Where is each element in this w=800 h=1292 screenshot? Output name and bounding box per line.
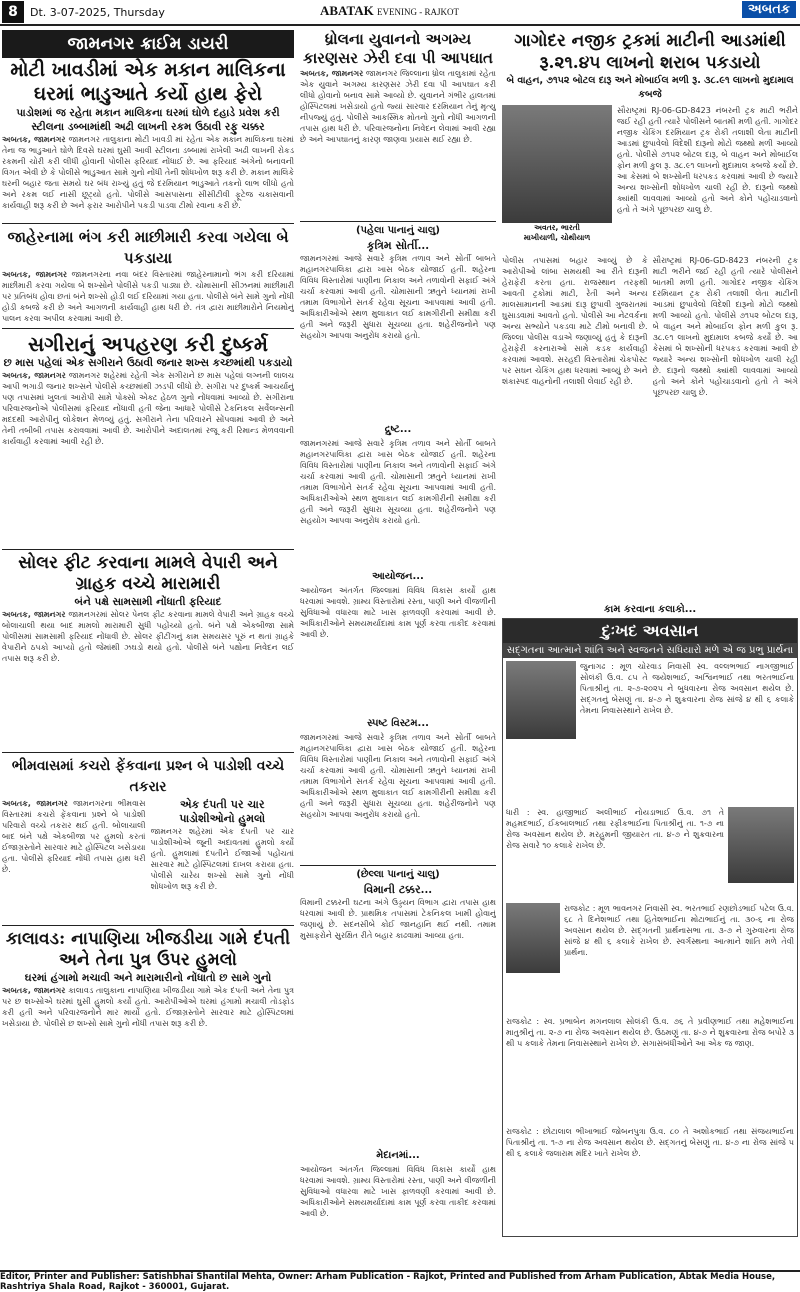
article-liquor-seizure [502,30,798,615]
article-body: જામનગરમાં આજે સવારે કૃત્રિમ તળાવ અને સોર્તી બાબતે મહાનગરપાલિકા દ્વારા ખાસ બેઠક યોજાઈ હતી. શહેરના વિવિધ વિસ્તારોમાં પાણીના નિકાલ અને તળાવોની સફાઈ અંગે ચર્ચા કરવામાં આવી હતી. ચોમાસાની ઋતુને ધ્યાનમાં રાખી તમામ વિભાગોને સતર્ક રહેવા સૂચના આપવામાં આવી હતી. અધિકારીઓએ સ્થળ મુલાકાત લઈ કામગીરીની સમીક્ષા કરી હતી અને જરૂરી સુધારા સૂચવ્યા હતા. શહેરીજનોને પણ સહયોગ આપવા અનુરોધ કરાયો હતો. [300,439,496,525]
article-headline: કાલાવડ: નાપાણિયા ખીજડીયા ગામે દંપતી અને તેના પુત્ર ઉપર હુમલો [5,929,291,970]
article-dateline: અબતક, જામનગર [2,610,66,619]
spot-head: સ્પષ્ટ વિસ્ટમ... [367,718,429,729]
article-body: જામનગરમાં આજે સવારે કૃત્રિમ તળાવ અને સોર્તી બાબતે મહાનગરપાલિકા દ્વારા ખાસ બેઠક યોજાઈ હતી. શહેરના વિવિધ વિસ્તારોમાં પાણીના નિકાલ અને તળાવોની સફાઈ અંગે ચર્ચા કરવામાં આવી હતી. ચોમાસાની ઋતુને ધ્યાનમાં રાખી તમામ વિભાગોને સતર્ક રહેવા સૂચના આપવામાં આવી હતી. અધિકારીઓએ સ્થળ મુલાકાત લઈ કામગીરીની સમીક્ષા કરી હતી અને જરૂરી સુધારા સૂચવ્યા હતા. શહેરીજનોને પણ સહયોગ આપવા અનુરોધ કરાયો હતો. [300,254,496,340]
article-continued-plane [300,869,496,1244]
article-body: વિમાની ટક્કરની ઘટના અંગે ઉડ્ડયન વિભાગ દ્વારા તપાસ હાથ ધરવામાં આવી છે. પ્રાથમિક તપાસમાં ટેકનિકલ ખામી હોવાનું જણાયું છે. સદનસીબે કોઈ જાનહાનિ થઈ નથી. તમામ મુસાફરોને સુરક્ષિત રીતે બહાર કાઢવામાં આવ્યા હતા. [300,898,496,940]
spot-head: દ્રુષ્ટ... [384,424,412,435]
masthead [320,3,459,19]
section-title: જામનગર ક્રાઈમ ડાયરી [2,30,294,58]
article-body: જામનગર તાલુકાના મોટી ખાવડી માં રહેતા એક મકાન માલિકના ઘરમાં તેના જ ભાડુઆતે ઘોળે દિવસે ઘરમાં ઘુસી આવી સ્ટીલના ડબ્બામાં રાખેલી અઢી લાખની રોકડ રકમની ચોરી કરી લીધી હોવાની પોલીસ ફરિયાદ નોંધાઈ છે. આ ફરિયાદ અંગેનો બનાવની વિગત એવી છે કે પોલીસે ભાડુઆત સામે ગુનો નોંધી તેની શોધખોળ શરૂ કરી છે. મકાન માલિકે ઘરની બહાર જતા સમયે ઘર બંધ રાખ્યું હતું જે દરમિયાન ભાડુઆતે તકનો લાભ લીધો હતો અને રકમ લઈ નાસી છૂટ્યો હતો. પોલીસે આસપાસના સીસીટીવી ફૂટેજ ચકાસવાની કાર્યવાહી શરૂ કરી છે અને ફરાર આરોપીને પકડી પાડવા ટીમો રવાના કરી છે. [2,135,294,210]
article-headline: મોટી ખાવડીમાં એક મકાન માલિકના ઘરમાં ભાડુઆતે કર્યો હાથ ફેરો [10,59,286,105]
article-body: જામનગર જિલ્લાના ધ્રોલ તાલુકામાં રહેતા એક યુવાને અગમ્ય કારણસર ઝેરી દવા પી આપઘાત કરી લીધો હોવાનો બનાવ સામે આવ્યો છે. યુવાનને ગંભીર હાલતમાં હોસ્પિટલમાં ખસેડાયો હતો જ્યાં સારવાર દરમિયાન તેનું મૃત્યુ નીપજ્યું હતું. પોલીસે આકસ્મિક મોતનો ગુનો નોંધી આગળની તપાસ હાથ ધરી છે. પરિવારજનોના નિવેદન લેવામાં આવી રહ્યા છે અને આપઘાતનું કારણ જાણવા પ્રયાસ થઈ રહ્યા છે. [300,69,496,144]
page-number: 8 [2,1,24,23]
article-headline: સોલર ફીટ કરવાના મામલે વેપારી અને ગ્રાહક વચ્ચે મારામારી [18,553,278,594]
article-body: જામનગરમાં આજે સવારે કૃત્રિમ તળાવ અને સોર્તી બાબતે મહાનગરપાલિકા દ્વારા ખાસ બેઠક યોજાઈ હતી. શહેરના વિવિધ વિસ્તારોમાં પાણીના નિકાલ અને તળાવોની સફાઈ અંગે ચર્ચા કરવામાં આવી હતી. ચોમાસાની ઋતુને ધ્યાનમાં રાખી તમામ વિભાગોને સતર્ક રહેવા સૂચના આપવામાં આવી હતી. અધિકારીઓએ સ્થળ મુલાકાત લઈ કામગીરીની સમીક્ષા કરી હતી અને જરૂરી સુધારા સૂચવ્યા હતા. શહેરીજનોને પણ સહયોગ આપવા અનુરોધ કરાયો હતો. [300,733,496,819]
article-subhead: ઘરમાં હંગામો મચાવી અને મારામારીનો નોંધાતો છ સામે ગુનો [24,972,272,984]
article-body: કાલાવડ તાલુકાના નાપાણિયા ખીજડીયા ગામે એક દંપતી અને તેના પુત્ર પર છ શખ્સોએ ઘરમાં ઘુસી હુમલો કર્યો હતો. આરોપીઓએ ઘરમાં હંગામો મચાવી તોડફોડ કરી હતી અને પરિવારજનોને માર માર્યો હતો. ઈજાગ્રસ્તોને સારવાર માટે હોસ્પિટલમાં ખસેડાયા છે. પોલીસે છ શખ્સો સામે ગુનો નોંધી તપાસ શરૂ કરી છે. [2,986,294,1028]
article-subhead: છ માસ પહેલાં એક સગીરાને ઉઠાવી જનાર શખ્સ કચ્છમાંથી પકડાયો [3,357,293,369]
article-subhead: બે વાહન, ૭૧૫૨ બોટલ દારૂ અને મોબાઈલ મળી રૂ. ૩૮.૯૧ લાખનો મુદામાલ કબજે [506,75,794,100]
article-subhead: કૃત્રિમ સોર્તી... [366,239,430,252]
obituary-photo [728,807,794,883]
article-kidnapping [2,332,294,546]
column-right [502,30,798,1266]
article-subhead: વિમાની ટક્કર... [363,883,433,896]
article-solar-fight [2,553,294,749]
accused-photo [502,105,612,223]
photo-caption-place: માખીયાળી, ચોથીયાળ [523,233,591,242]
column-middle [300,30,496,1266]
article-dateline: અબતક, જામનગર [2,986,66,995]
article-dateline: અબતક, જામનગર [2,371,66,380]
article-dateline: અબતક, જામનગર [2,270,68,279]
article-body: જામનગરના ભીમવાસ વિસ્તારમાં કચરો ફેંકવાના પ્રશ્ને બે પાડોશી પરિવારો વચ્ચે તકરાર થઈ હતી. બોલાચાલી બાદ બંને પક્ષે એકબીજા પર હુમલો કરતાં ઈજાગ્રસ્તોને સારવાર માટે હોસ્પિટલ ખસેડાયા હતા. પોલીસે ફરિયાદ નોંધી તપાસ હાથ ધરી છે. [2,799,146,874]
obituary-title: દુઃખદ અવસાન [503,619,797,643]
article-dhrol-suicide [300,30,496,218]
article-subhead: બંને પક્ષે સામસામી નોંધાતી ફરિયાદ [74,596,222,608]
article-body: આયોજન અંતર્ગત જિલ્લામાં વિવિધ વિકાસ કાર્યો હાથ ધરવામાં આવશે. ગ્રામ્ય વિસ્તારોમાં રસ્તા, પાણી અને વીજળીની સુવિધાઓ વધારવા માટે ખાસ ફાળવણી કરવામાં આવી છે. અધિકારીઓને સમયમર્યાદામાં કામ પૂર્ણ કરવા તાકીદ કરવામાં આવી છે. [300,1165,496,1218]
obituary-subtitle: સદ્ગતના આત્માને શાંતિ અને સ્વજનને સધિયારો મળે એ જ પ્રભુ પ્રાર્થના [503,643,797,658]
article-body: જામનગર શહેરમાં એક દંપતી પર ચાર પાડોશીઓએ જૂની અદાવતમાં હુમલો કર્યો હતો. હુમલામાં દંપતીને ઈજાઓ પહોંચતાં સારવાર માટે હોસ્પિટલમાં દાખલ કરાયા હતા. પોલીસે ચારેય શખ્સો સામે ગુનો નોંધી શોધખોળ શરૂ કરી છે. [150,827,294,891]
article-headline: ભીમવાસમાં કચરો ફેંકવાના પ્રશ્ન બે પાડોશી વચ્ચે તકરાર [11,758,285,795]
masthead-edition: EVENING - RAJKOT [376,7,459,17]
article-body: સૌરાષ્ટ્રમાં RJ-06-GD-8423 નંબરની ટ્રક માટી ભરીને જઈ રહી હતી ત્યારે પોલીસને બાતમી મળી હતી. ગાગોદર નજીક ચેકિંગ દરમિયાન ટ્રક રોકી તલાશી લેતા માટીની આડમાં છુપાવેલો વિદેશી દારૂનો મોટો જથ્થો મળી આવ્યો હતો. પોલીસે ૭૧૫૨ બોટલ દારૂ, બે વાહન અને મોબાઈલ ફોન મળી કુલ રૂ. ૩૮.૯૧ લાખનો મુદામાલ કબજે કર્યો છે. આ કેસમાં બે શખ્સોની ધરપકડ કરવામાં આવી છે જ્યારે અન્ય શખ્સોની શોધખોળ ચાલી રહી છે. દારૂનો જથ્થો ક્યાંથી લાવવામાં આવ્યો હતો અને કોને પહોંચાડવાનો હતો તે અંગે પૂછપરછ ચાલુ છે. [652,256,798,397]
obituary-entry: જુનાગઢ : મૂળ ચોરવાડ નિવાસી સ્વ. વલ્લભભાઈ નાગજીભાઈ સોલંકી ઉ.વ. ૮૫ તે જયેશભાઈ, અશ્વિનભાઈ તથા ભરતભાઈના પિતાશ્રીનું તા. ૨-૭-૨૦૨૫ ને બુધવારના રોજ અવસાન થયેલ છે. સદ્ગતનું બેસણું તા. ૪-૭ ને શુક્રવારના રોજ સાંજે ૪ થી ૬ કલાકે તેમના નિવાસસ્થાને રાખેલ છે. [580,662,794,715]
column-left [2,30,294,1266]
obituary-photo [506,661,576,739]
masthead-title: ABATAK [320,3,374,18]
spot-head: આયોજન... [372,571,424,582]
article-body: પોલીસ તપાસમાં બહાર આવ્યું છે કે આરોપીઓ લાંબા સમયથી આ રીતે દારૂની હેરાફેરી કરતા હતા. રાજસ્થાન તરફથી આવતી ટ્રકોમાં માટી, રેતી અને અન્ય માલસામાનની આડમાં દારૂ છુપાવી ગુજરાતમાં ઘુસાડવામાં આવતો હતો. પોલીસે આ નેટવર્કના અન્ય સભ્યોને પકડવા માટે ટીમો બનાવી છે. જિલ્લા પોલીસ વડાએ જણાવ્યું હતું કે દારૂની હેરાફેરી કરનારાઓ સામે કડક કાર્યવાહી કરવામાં આવશે. સરહદી વિસ્તારોમાં ચેકપોસ્ટ પર સઘન ચેકિંગ હાથ ધરવામાં આવ્યું છે અને શંકાસ્પદ વાહનોની તલાશી લેવાઈ રહી છે. [502,256,648,386]
article-bhimvas-dispute [2,756,294,922]
newspaper-logo: અબતક [742,1,796,18]
continued-label: (છેલ્લા પાનાનું ચાલુ) [356,869,440,880]
obituary-entry: રાજકોટ : સ્વ. પ્રભાબેન મગનલાલ સોલંકી ઉ.વ. ૭૬ તે પ્રવીણભાઈ તથા મહેશભાઈના માતુશ્રીનું તા. ૨-૭ ના રોજ અવસાન થયેલ છે. ઉઠમણું તા. ૪-૭ ને શુક્રવારના રોજ બપોરે ૩ થી ૫ કલાકે તેમના નિવાસસ્થાને રાખેલ છે. સગાસંબંધીઓને આ એક જ જાણ. [506,1017,794,1048]
article-body: સૌરાષ્ટ્રમાં RJ-06-GD-8423 નંબરની ટ્રક માટી ભરીને જઈ રહી હતી ત્યારે પોલીસને બાતમી મળી હતી. ગાગોદર નજીક ચેકિંગ દરમિયાન ટ્રક રોકી તલાશી લેતા માટીની આડમાં છુપાવેલો વિદેશી દારૂનો મોટો જથ્થો મળી આવ્યો હતો. પોલીસે ૭૧૫૨ બોટલ દારૂ, બે વાહન અને મોબાઈલ ફોન મળી કુલ રૂ. ૩૮.૯૧ લાખનો મુદામાલ કબજે કર્યો છે. આ કેસમાં બે શખ્સોની ધરપકડ કરવામાં આવી છે જ્યારે અન્ય શખ્સોની શોધખોળ ચાલી રહી છે. દારૂનો જથ્થો ક્યાંથી લાવવામાં આવ્યો હતો અને કોને પહોંચાડવાનો હતો તે અંગે પૂછપરછ ચાલુ છે. [617,106,798,214]
spot-head: કામ કરવાના કલાકો... [603,604,697,615]
obituary-section [502,618,798,1237]
article-headline: સગીરાનું અપહરણ કરી દુષ્કર્મ [27,332,269,356]
article-fishing-ban [2,227,294,325]
issue-date: Dt. 3-07-2025, Thursday [30,5,165,19]
article-continued-artificial [300,225,496,568]
obituary-entry: રાજકોટ : મૂળ ભાવનગર નિવાસી સ્વ. ભરતભાઈ રણછોડભાઈ પટેલ ઉ.વ. ૬૮ તે દિનેશભાઈ તથા હિતેશભાઈના મોટાભાઈનું તા. ૩૦-૬ ના રોજ અવસાન થયેલ છે. સદ્ગતની પ્રાર્થનાસભા તા. ૩-૭ ને ગુરુવારના રોજ સાંજે ૪ થી ૬ કલાકે રાખેલ છે. સ્વર્ગસ્થના આત્માને શાંતિ મળે તેવી પ્રાર્થના. [564,904,794,957]
continued-label: (પહેલા પાનાનું ચાલુ) [355,225,440,236]
article-subhead: પાડોશમાં જ રહેતા મકાન માલિકના ઘરમાં ઘોળે દહાડે પ્રવેશ કરી સ્ટીલના ડબ્બામાંથી અઢી લાખની રકમ ઉઠાવી રફુ ચક્કર [16,107,280,133]
article-dateline: અબતક, જામનગર [300,69,364,78]
article-body: જામનગર શહેરમાં રહેતી એક સગીરાને છ માસ પહેલાં લગ્નની લાલચ આપી ભગાડી જનાર શખ્સને પોલીસે કચ્છમાંથી ઝડપી લીધો છે. સગીરા પર દુષ્કર્મ આચર્યાનું પણ તપાસમાં ખુલતાં આરોપી સામે પોક્સો એક્ટ હેઠળ ગુનો નોંધવામાં આવ્યો છે. સગીરાના પરિવારજનોએ પોલીસમાં ફરિયાદ નોંધાવી હતી જેના આધારે પોલીસે ટેકનિકલ સર્વેલન્સની મદદથી આરોપીનું લોકેશન મેળવ્યું હતું. સગીરાને તેના પરિવારને સોંપવામાં આવી છે અને તેની તબીબી તપાસ કરાવવામાં આવી છે. આરોપીને અદાલતમાં રજૂ કરી રિમાન્ડ મેળવવાની કાર્યવાહી કરવામાં આવી રહી છે. [2,371,294,446]
article-headline: એક દંપતી પર ચાર પાડોશીઓનો હુમલો [179,798,266,825]
article-khavdi-theft [2,58,294,220]
spot-head: મેદાનમાં... [376,1150,420,1161]
obituary-entry: રાજકોટ : છોટાલાલ ભીખાભાઈ જોબનપુત્રા ઉ.વ. ૮૦ તે અશોકભાઈ તથા સંજયભાઈના પિતાશ્રીનું તા. ૧-૭ ના રોજ અવસાન થયેલ છે. સદ્ગતનું બેસણું તા. ૪-૭ ના રોજ સાંજે ૫ થી ૬ કલાકે જલારામ મંદિર ખાતે રાખેલ છે. [506,1127,794,1158]
article-headline: ધ્રોલના યુવાનનો અગમ્ય કારણસર ઝેરી દવા પી આપઘાત [303,30,493,67]
article-body: જામનગરના નવા બંદર વિસ્તારમાં જાહેરનામાનો ભંગ કરી દરિયામાં માછીમારી કરવા ગયેલા બે શખ્સોને પોલીસે પકડી પાડ્યા છે. ચોમાસાની સીઝનમાં માછીમારી પર પ્રતિબંધ હોવા છતાં બંને શખ્સો હોડી લઈ દરિયામાં ગયા હતા. પોલીસે બંને સામે ગુનો નોંધી હોડી કબજે કરી છે અને આગળની કાર્યવાહી હાથ ધરી છે. તંત્ર દ્વારા માછીમારોને નિયમોનું પાલન કરવા અપીલ કરવામાં આવી છે. [2,270,294,323]
article-dateline: અબતક, જામનગર [2,135,66,144]
article-headline: ગાગોદર નજીક ટ્રકમાં માટીની આડમાંથી રૂ.૨૧.૪૫ લાખનો શરાબ પકડાયો [514,31,786,73]
article-headline: જાહેરનામા ભંગ કરી માછીમારી કરવા ગયેલા બે પકડાયા [7,228,289,267]
article-kalavad-attack [2,929,294,1125]
photo-caption-name: અવતર, ભારતી [534,223,580,232]
obituary-entry: ધારી : સ્વ. હાજીભાઈ અલીભાઈ નોયડાભાઈ ઉ.વ. ૭૧ તે મહમદભાઈ, ઈકબાલભાઈ તથા રફીકભાઈના પિતાશ્રીનું તા. ૧-૭ ના રોજ અવસાન થયેલ છે. મરહુમની જીયારત તા. ૪-૭ ને શુક્રવારના રોજ સવારે ૧૦ કલાકે રાખેલ છે. [506,808,724,850]
obituary-photo [506,903,560,973]
article-dateline: અબતક, જામનગર [2,799,68,808]
article-body: આયોજન અંતર્ગત જિલ્લામાં વિવિધ વિકાસ કાર્યો હાથ ધરવામાં આવશે. ગ્રામ્ય વિસ્તારોમાં રસ્તા, પાણી અને વીજળીની સુવિધાઓ વધારવા માટે ખાસ ફાળવણી કરવામાં આવી છે. અધિકારીઓને સમયમર્યાદામાં કામ પૂર્ણ કરવા તાકીદ કરવામાં આવી છે. [300,586,496,639]
imprint-footer: Editor, Printer and Publisher: Satishbhai Shantilal Mehta, Owner: Arham Publication - Rajkot, Printed and Published from Arham Publication, Abtak Media House, Rashtriya Shala Road, Rajkot - 360001, Gujarat. [0,1270,800,1292]
article-aayojan [300,571,496,862]
article-body: જામનગરમાં સોલર પેનલ ફીટ કરવાના મામલે વેપારી અને ગ્રાહક વચ્ચે બોલાચાલી થયા બાદ મામલો મારામારી સુધી પહોંચ્યો હતો. બંને પક્ષે એકબીજા સામે પોલીસમાં સામસામી ફરિયાદ નોંધાવી છે. સોલર ફીટીંગનું કામ સમયસર પૂરું ન થતાં ગ્રાહકે વેપારીને ઠપકો આપ્યો હતો જેમાંથી ઝઘડો થયો હતો. પોલીસે બંને પક્ષોના નિવેદન લઈ તપાસ શરૂ કરી છે. [2,610,294,663]
